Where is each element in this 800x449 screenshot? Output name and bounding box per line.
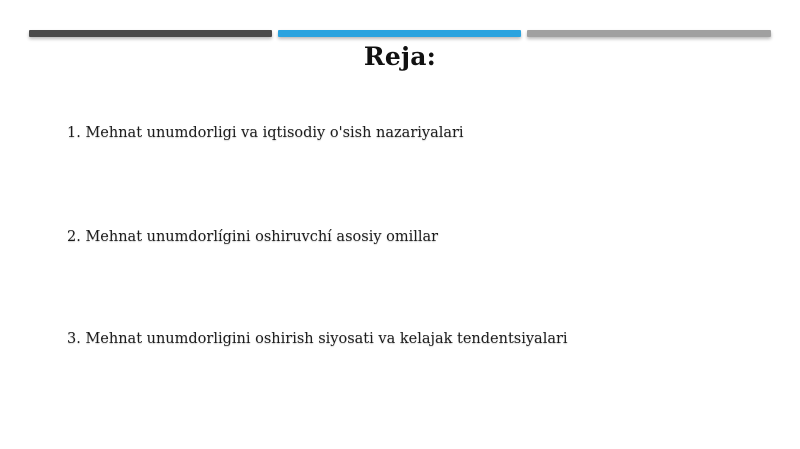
decor-bar-dark bbox=[29, 30, 272, 37]
plan-item: 2. Mehnat unumdorlígini oshiruvchí asosiy omillar bbox=[67, 229, 439, 245]
plan-item: 3. Mehnat unumdorligini oshirish siyosati va kelajak tendentsiyalari bbox=[67, 331, 568, 347]
slide-title: Reja: bbox=[363, 42, 437, 71]
decor-bar-gray bbox=[527, 30, 771, 37]
plan-item: 1. Mehnat unumdorligi va iqtisodiy o'sish nazariyalari bbox=[67, 125, 464, 141]
decor-bar-blue bbox=[278, 30, 521, 37]
